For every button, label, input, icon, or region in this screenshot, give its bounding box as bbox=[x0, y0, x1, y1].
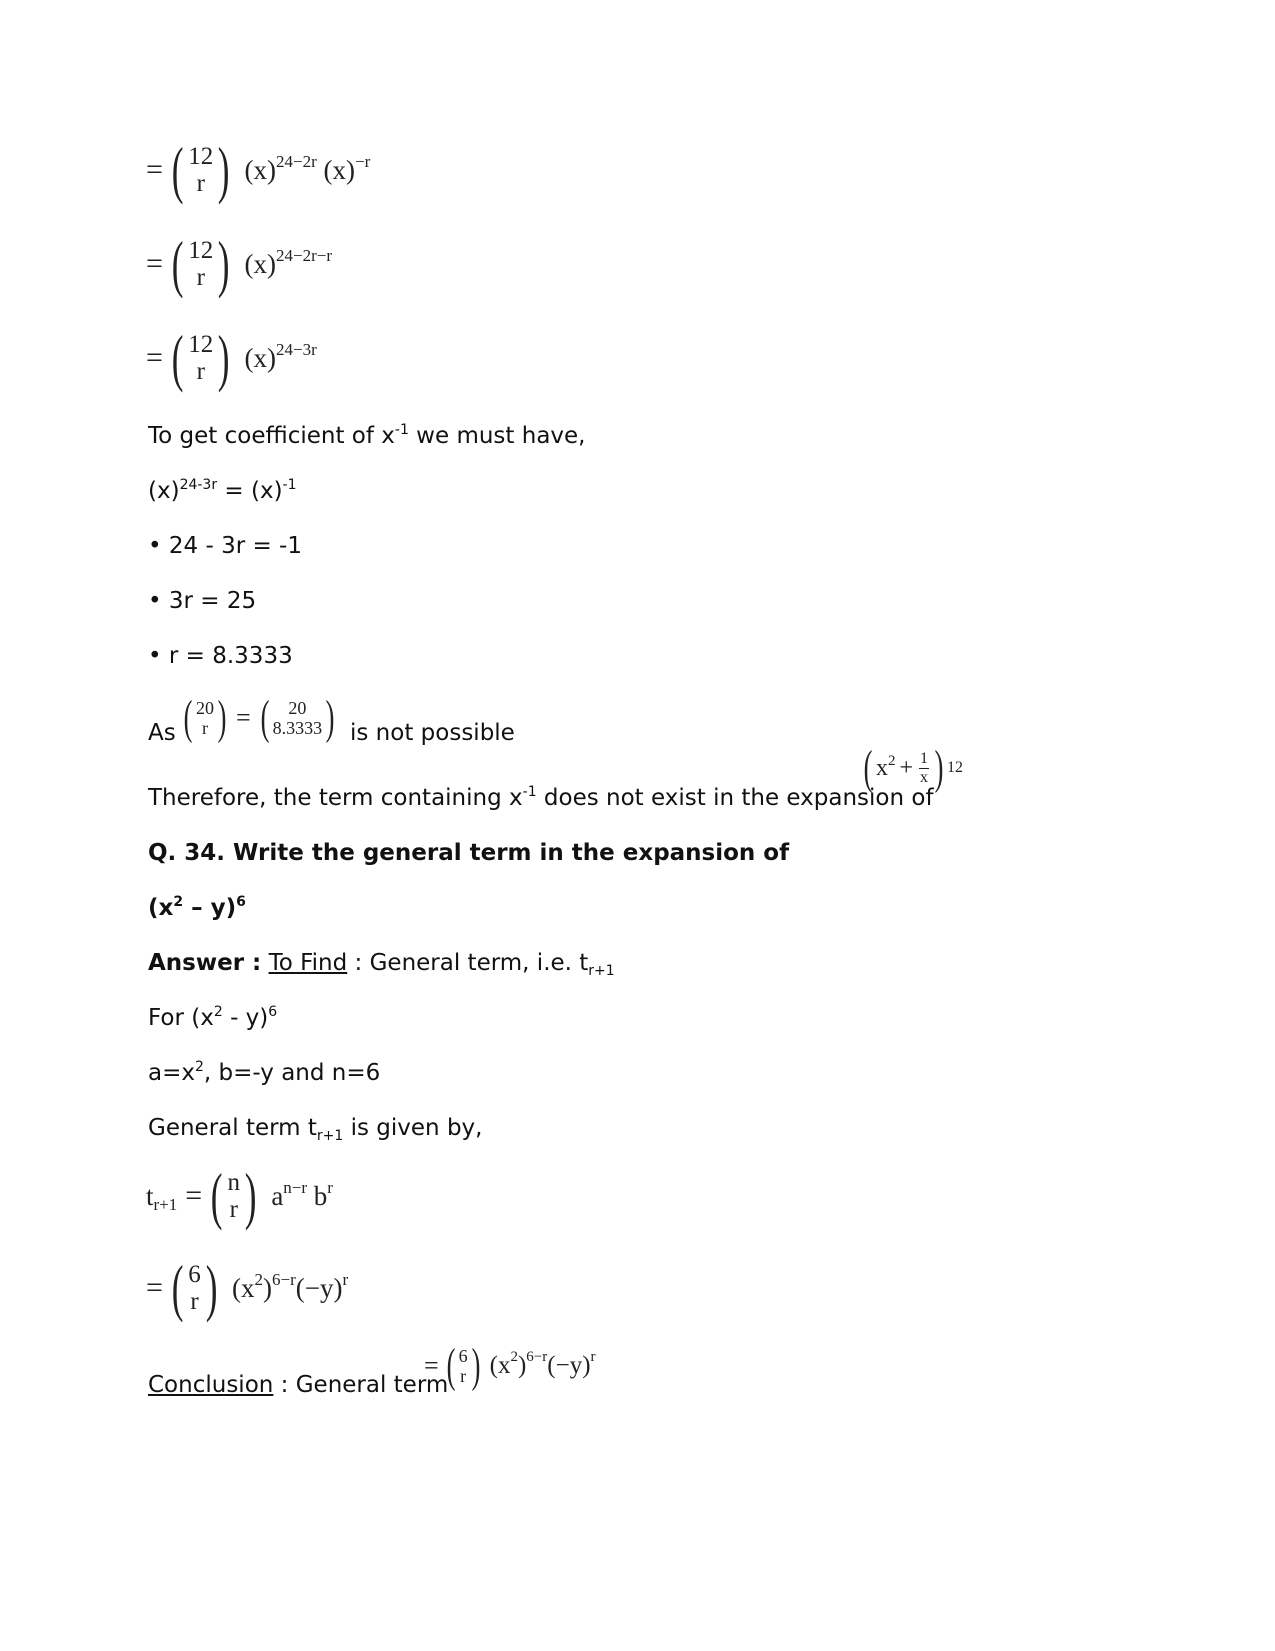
not-possible-text: is not possible bbox=[350, 720, 515, 746]
binomial-coefficient: ( 12 r ) bbox=[171, 228, 230, 299]
conclusion-line: Conclusion : General term bbox=[148, 1372, 449, 1398]
math-as-binomials: ( 20 r ) = ( 20 8.3333 ) bbox=[183, 691, 335, 744]
math-step-2: = ( 12 r ) $(x)^{24-2r-r}$ bbox=[146, 228, 333, 299]
binomial-coefficient: ( 12 r ) bbox=[171, 322, 230, 393]
math-step-3: = ( 12 r ) $(x)^{24-3r}$ bbox=[146, 322, 317, 393]
question-expression: $(x^2 - y)^6$ bbox=[148, 894, 246, 921]
math-general-term: $t_{r+1}$ = ( n r ) $a^{n-r}$ $b^r$ bbox=[146, 1160, 333, 1231]
binomial-coefficient: ( 12 r ) bbox=[171, 134, 230, 205]
answer-line: Answer : To Find : General term, i.e. $t_{r+1}$ bbox=[148, 950, 615, 979]
bullet-step-1: • 24 - 3r = -1 bbox=[148, 533, 302, 559]
as-label: As bbox=[148, 720, 176, 746]
math-expansion: ( $x^2$ + $\frac{1}{x}$ ) 12 bbox=[863, 741, 964, 794]
math-substituted: = ( 6 r ) $(x^2)^{6-r}(-y)^r$ bbox=[146, 1252, 349, 1323]
math-step-1: = ( 12 r ) $(x)^{24-2r}$ $(x)^{-r}$ bbox=[146, 134, 371, 205]
general-term-line: General term $t_{r+1}$ is given by, bbox=[148, 1115, 483, 1144]
values-line: $a=x^2$, b=-y and n=6 bbox=[148, 1059, 381, 1086]
therefore-line: Therefore, the term containing $x^{-1}$ does not exist in the expansion of bbox=[148, 784, 934, 811]
exponent-equation: $(x)^{24-3r} = (x)^{-1}$ bbox=[148, 477, 297, 504]
bullet-step-2: • 3r = 25 bbox=[148, 588, 257, 614]
bullet-step-3: • r = 8.3333 bbox=[148, 643, 293, 669]
math-conclusion: = ( 6 r ) $(x^2)^{6-r}(-y)^r$ bbox=[424, 1339, 596, 1392]
question-title: Q. 34. Write the general term in the expansion of bbox=[148, 840, 790, 866]
coefficient-line: To get coefficient of $x^{-1}$ we must have, bbox=[148, 422, 586, 449]
for-expression: For $(x^2 - y)^6$ bbox=[148, 1004, 278, 1031]
